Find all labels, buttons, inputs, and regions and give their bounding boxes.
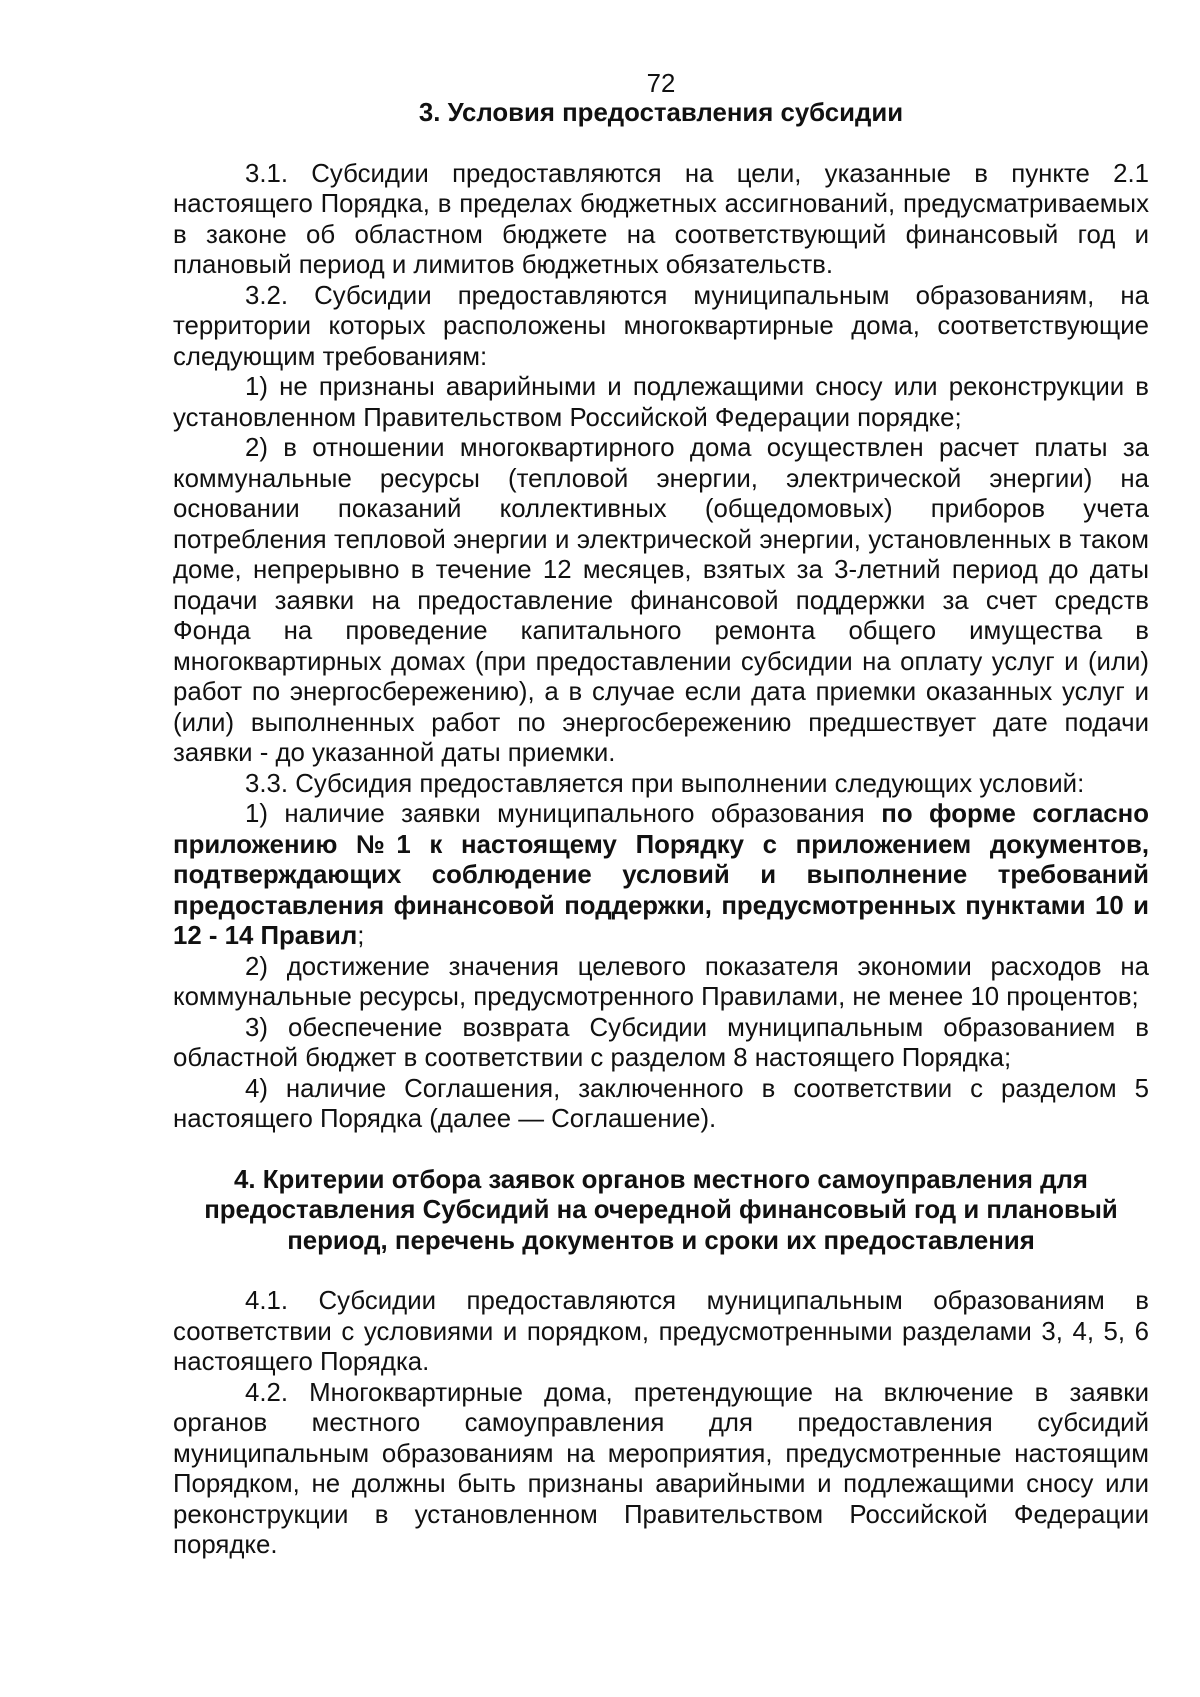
item-1-text: 1) наличие заявки муниципального образования [245, 800, 882, 828]
section-4-title-line-3: период, перечень документов и сроки их предоставления [287, 1226, 1035, 1255]
page-number: 72 [646, 70, 676, 98]
paragraph-3-3-item-4: 4) наличие Соглашения, заключенного в соответствии с разделом 5 настоящего Порядка (далее — Соглашение). [173, 1074, 1149, 1133]
document-page [173, 70, 1149, 1561]
paragraph-4-2: 4.2. Многоквартирные дома, претендующие на включение в заявки органов местного самоуправления для предоставления субсидий муниципальным образованиям на мероприятия, предусмотренные настоящим Порядком, не должны быть признаны аварийными и подлежащими сносу или реконструкции в установленном Правительством Российской Федерации порядке. [173, 1378, 1149, 1559]
paragraph-3-2-item-2: 2) в отношении многоквартирного дома осуществлен расчет платы за коммунальные ресурсы (тепловой энергии, электрической энергии) на основании показаний коллективных (общедомовых) приборов учета потребления тепловой энергии и электрической энергии, установленных в таком доме, непрерывно в течение 12 месяцев, взятых за 3-летний период до даты подачи заявки на предоставление финансовой поддержки за счет средств Фонда на проведение капитального ремонта общего имущества в многоквартирных домах (при предоставлении субсидии на оплату услуг и (или) работ по энергосбережению), а в случае если дата приемки оказанных услуг и (или) выполненных работ по энергосбережению предшествует дате подачи заявки - до указанной даты приемки. [173, 434, 1149, 767]
section-4-title-line-1: 4. Критерии отбора заявок органов местного самоуправления для [234, 1165, 1088, 1194]
paragraph-3-2: 3.2. Субсидии предоставляются муниципальным образованиям, на территории которых расположены многоквартирные дома, соответствующие следующим требованиям: [173, 281, 1149, 371]
paragraph-3-3-item-2: 2) достижение значения целевого показателя экономии расходов на коммунальные ресурсы, предусмотренного Правилами, не менее 10 процентов; [173, 952, 1149, 1011]
section-3-title: 3. Условия предоставления субсидии [418, 99, 904, 127]
paragraph-3-3: 3.3. Субсидия предоставляется при выполнении следующих условий: [245, 769, 1085, 798]
section-4-title [173, 1165, 1149, 1257]
paragraph-3-2-item-1: 1) не признаны аварийными и подлежащими сносу или реконструкции в установленном Правительством Российской Федерации порядке; [173, 373, 1149, 432]
paragraph-4-1: 4.1. Субсидии предоставляются муниципальным образованиям в соответствии с условиями и порядком, предусмотренными разделами 3, 4, 5, 6 настоящего Порядка. [173, 1287, 1149, 1376]
paragraph-3-3-item-3: 3) обеспечение возврата Субсидии муниципальным образованием в областной бюджет в соответствии с разделом 8 настоящего Порядка; [173, 1013, 1149, 1072]
paragraph-3-1: 3.1. Субсидии предоставляются на цели, указанные в пункте 2.1 настоящего Порядка, в пределах бюджетных ассигнований, предусматриваемых в законе об областном бюджете на соответствующий финансовый год и плановый период и лимитов бюджетных обязательств. [173, 159, 1149, 279]
item-1-bold-text: по форме согласно приложению №1 к настоящему Порядку с приложением документов, подтверждающих соблюдение условий и выполнение требований предоставления финансовой поддержки, предусмотренных пунктами 10 и 12 - 14 Правил [173, 800, 1149, 950]
section-4-title-line-2: предоставления Субсидий на очередной финансовый год и плановый [204, 1196, 1118, 1224]
paragraph-3-3-item-1 [173, 799, 1149, 952]
item-1-end: ; [357, 922, 365, 950]
